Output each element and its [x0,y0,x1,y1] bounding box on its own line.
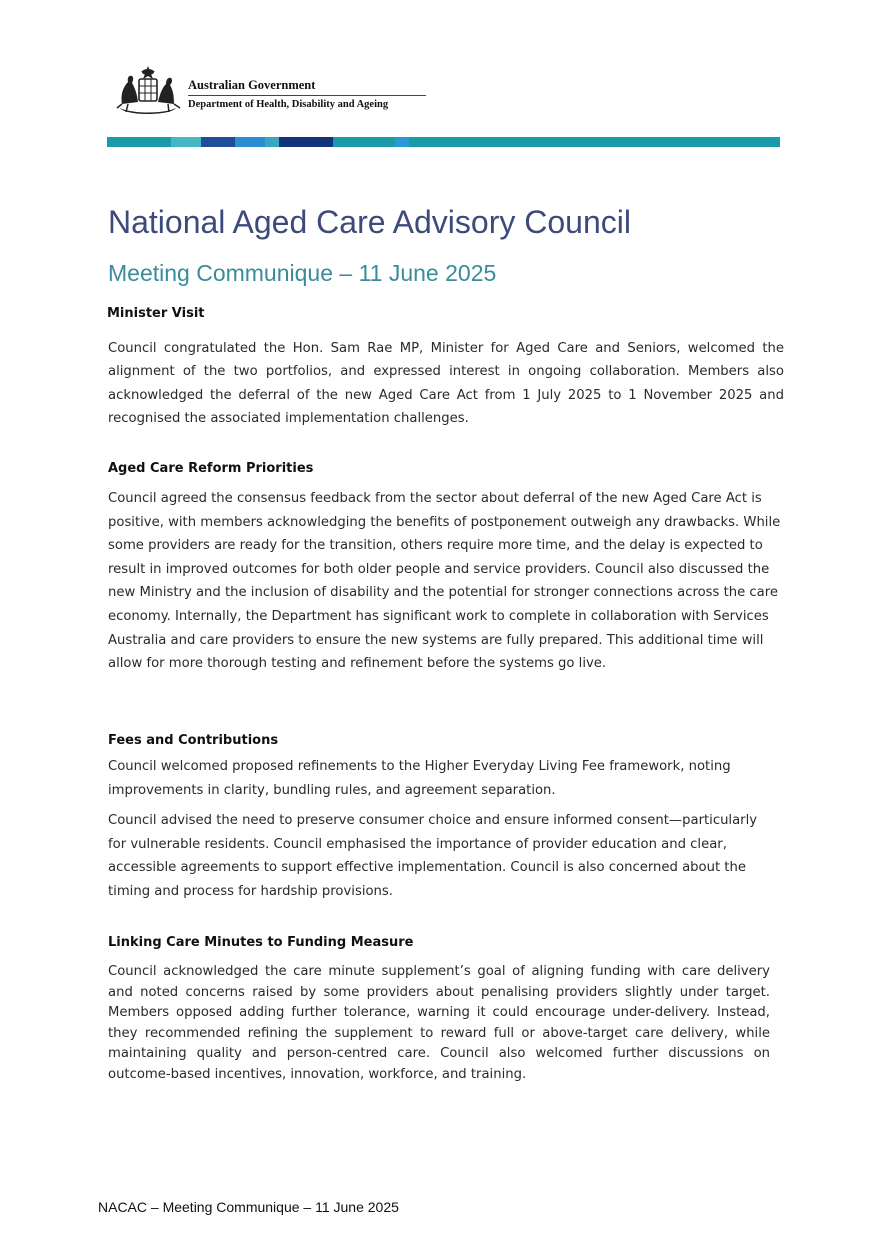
band-segment [333,137,395,147]
minister-visit-paragraph: Council congratulated the Hon. Sam Rae MP, Minister for Aged Care and Seniors, welcomed the alignment of the two portfolios, and expressed interest in ongoing collaboration. Members also acknowledged the deferral of the new Aged Care Act from 1 July 2025 to 1 November 2025 and recognised the associated implementation challenges. [108,341,784,426]
section-heading-care-minutes: Linking Care Minutes to Funding Measure [108,935,414,950]
page-subtitle: Meeting Communique – 11 June 2025 [108,260,497,286]
fees-paragraph-2: Council advised the need to preserve consumer choice and ensure informed consent—particularly for vulnerable residents. Council emphasised the importance of provider education and clear, accessible agreements to support effective implementation. Council is also concerned about the timing and process for hardship provisions. [108,813,758,899]
fees-paragraph-1: Council welcomed proposed refinements to the Higher Everyday Living Fee framework, noting improvements in clarity, bundling rules, and agreement separation. [108,759,731,798]
band-segment [171,137,201,147]
band-segment [201,137,235,147]
logo-divider [188,95,426,96]
government-name: Australian Government [188,78,316,92]
care-minutes-paragraph: Council acknowledged the care minute supplement’s goal of aligning funding with care delivery and noted concerns raised by some providers about penalising providers slightly under target. Members opposed adding further tolerance, warning it could encourage under-delivery. Instead, they recommended refining the supplement to reward full or above-target care delivery, while maintaining quality and person-centred care. Council also welcomed further discussions on outcome-based incentives, innovation, workforce, and training. [108,964,770,1082]
header-color-band [107,137,780,147]
page-title: National Aged Care Advisory Council [108,204,631,240]
section-heading-reform-priorities: Aged Care Reform Priorities [108,461,314,476]
coat-of-arms-icon [114,64,182,120]
band-segment [265,137,279,147]
band-segment [279,137,333,147]
reform-priorities-paragraph: Council agreed the consensus feedback from the sector about deferral of the new Aged Care Act is positive, with members acknowledging the benefits of postponement outweigh any drawbacks. While some providers are ready for the transition, others require more time, and the delay is expected to result in improved outcomes for both older people and service providers. Council also discussed the new Ministry and the inclusion of disability and the potential for stronger connections across the care economy. Internally, the Department has significant work to complete in collaboration with Services Australia and care providers to ensure the new systems are fully prepared. This additional time will allow for more thorough testing and refinement before the systems go live. [108,491,781,672]
page-footer: NACAC – Meeting Communique – 11 June 2025 [98,1199,399,1215]
department-name: Department of Health, Disability and Ageing [188,99,389,110]
band-segment [107,137,171,147]
band-segment [409,137,780,147]
band-segment [395,137,409,147]
band-segment [235,137,265,147]
government-logo [114,64,434,120]
section-heading-minister-visit: Minister Visit [107,306,205,321]
section-heading-fees: Fees and Contributions [108,733,279,748]
